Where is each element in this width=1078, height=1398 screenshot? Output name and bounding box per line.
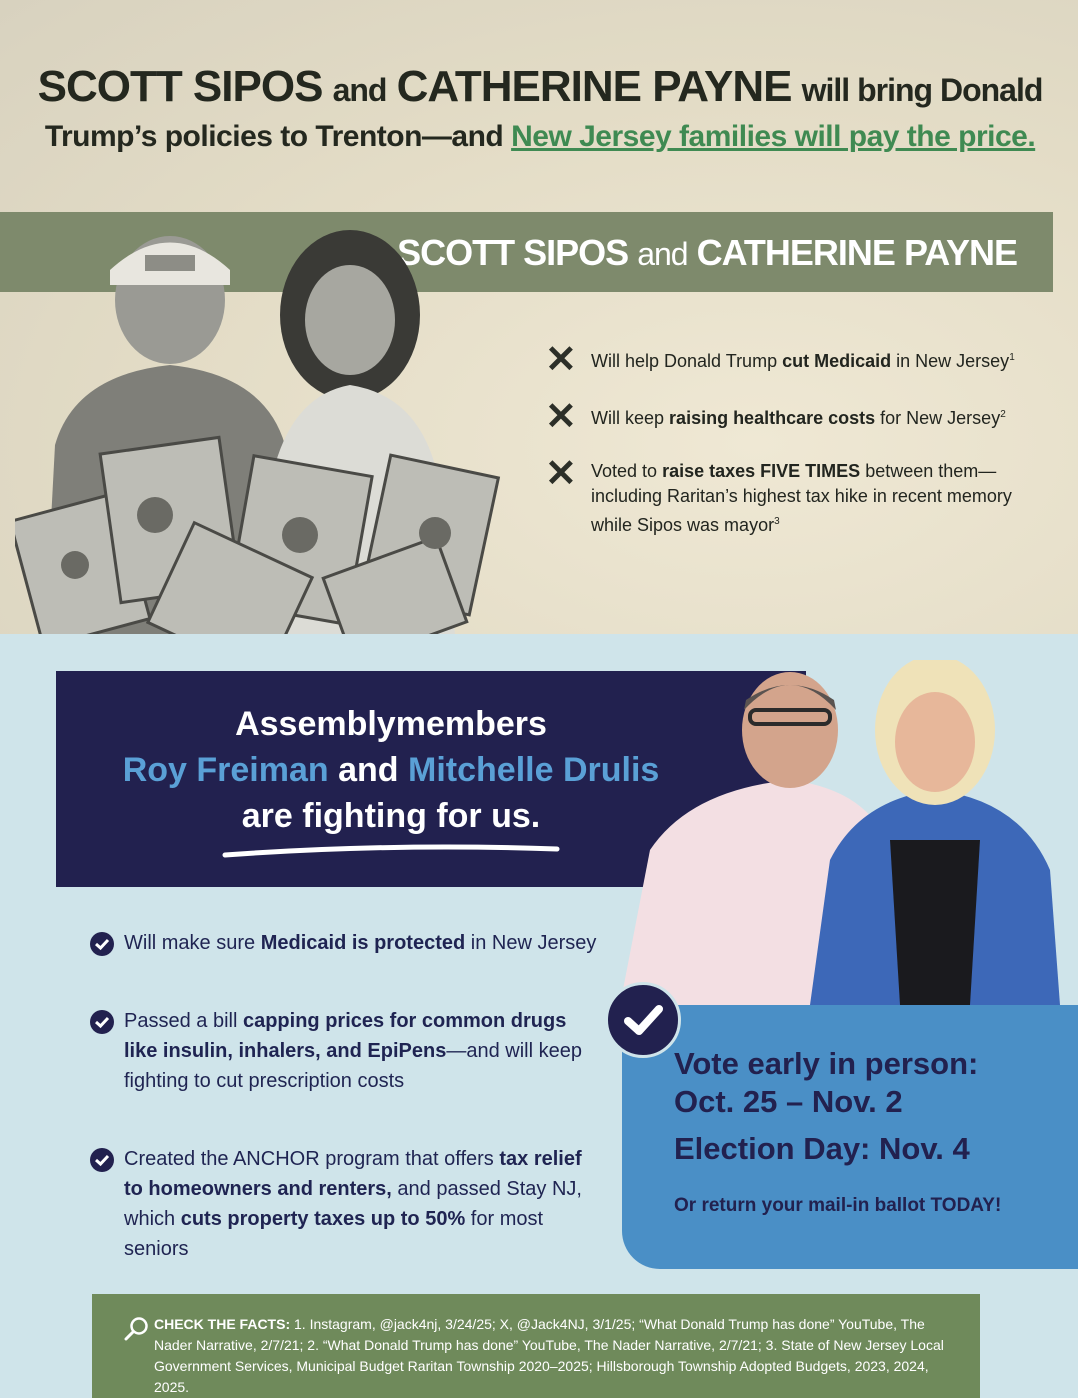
facts-label: CHECK THE FACTS: <box>154 1316 291 1332</box>
achievement-text-post: and passed Stay NJ, which <box>124 1178 582 1230</box>
assembly-line3: are fighting for us. <box>241 797 541 835</box>
check-circle-icon <box>90 932 114 956</box>
claim-text-post: in New Jersey <box>896 351 1010 371</box>
headline-and: and <box>332 72 387 108</box>
mail-in-ballot: Or return your mail-in ballot TODAY! <box>674 1195 1002 1216</box>
claim-bold: raise taxes FIVE TIMES <box>662 461 861 481</box>
claim-text-post: between them—including Raritan’s highest tax hike in recent memory while Sipos was mayor <box>591 461 1012 535</box>
achievement-text: Created the ANCHOR program that offers <box>124 1148 494 1170</box>
claim-item <box>545 396 1045 438</box>
headline-line2: Trump’s policies to Trenton—and <box>44 120 504 153</box>
bar-name1: SCOTT SIPOS <box>397 232 629 273</box>
magnifier-icon <box>124 1316 150 1342</box>
x-mark-icon: ✕ <box>545 453 577 495</box>
vote-early-label: Vote early in person: <box>674 1046 979 1081</box>
check-the-facts-footer <box>92 1294 980 1398</box>
achievement-text-post: —and will keep fighting to cut prescription costs <box>124 1040 582 1092</box>
achievement-item <box>90 1006 600 1096</box>
election-day: Election Day: Nov. 4 <box>674 1131 970 1166</box>
achievement-text: Will make sure <box>124 932 256 954</box>
facts-text: 1. Instagram, @jack4nj, 3/24/25; X, @Jack4NJ, 3/1/25; “What Donald Trump has done” YouTube, The Nader Narrative, 2/7/21; 2. “What Donald Trump has done” YouTube, The Nader Narrative, 2/7/21; 3. State of New Jersey Local Government Services, Municipal Budget Raritan Township 2020–2025; Hillsborough Township Adopted Budgets, 2023, 2024, 2025. <box>154 1316 944 1395</box>
vote-info-box <box>622 1005 1078 1269</box>
headline-name2: CATHERINE PAYNE <box>396 62 792 111</box>
vote-early-dates: Oct. 25 – Nov. 2 <box>674 1084 903 1119</box>
claim-text: Voted to <box>591 461 658 481</box>
x-mark-icon: ✕ <box>545 396 577 438</box>
incumbents-photo <box>620 660 1078 1005</box>
page-headline <box>20 62 1060 159</box>
assembly-name1: Roy Freiman <box>122 751 329 789</box>
headline-green: New Jersey families will pay the price. <box>511 120 1036 153</box>
assembly-name2: Mitchelle Drulis <box>408 751 660 789</box>
opponent-section <box>0 0 1078 634</box>
achievement-text: Passed a bill <box>124 1010 238 1032</box>
opponent-claims-list <box>545 339 1045 566</box>
claim-text: Will keep <box>591 408 665 428</box>
achievement-item <box>90 928 600 958</box>
achievement-bold: capping prices for common drugs like insulin, inhalers, and EpiPens <box>124 1010 567 1062</box>
underline-swoosh <box>221 841 561 861</box>
x-mark-icon: ✕ <box>545 339 577 381</box>
bar-name2: CATHERINE PAYNE <box>696 232 1017 273</box>
footnote-marker: 1 <box>1009 352 1015 363</box>
achievement-text-post-2: for most seniors <box>124 1208 544 1260</box>
claim-bold: raising healthcare costs <box>669 408 876 428</box>
bar-and: and <box>637 236 688 272</box>
achievement-bold: tax relief to homeowners and renters, <box>124 1148 582 1200</box>
achievement-bold-2: cuts property taxes up to 50% <box>180 1208 466 1230</box>
claim-item <box>545 339 1045 381</box>
claim-item <box>545 453 1045 538</box>
claim-bold: cut Medicaid <box>782 351 892 371</box>
vote-check-icon <box>605 982 681 1058</box>
opponents-with-money-photo <box>15 215 515 634</box>
check-circle-icon <box>90 1148 114 1172</box>
achievement-text-post: in New Jersey <box>470 932 597 954</box>
assembly-line1: Assemblymembers <box>235 705 547 743</box>
achievement-item <box>90 1144 600 1264</box>
footnote-marker: 2 <box>1000 409 1006 420</box>
claim-text: Will help Donald Trump <box>591 351 778 371</box>
achievement-bold: Medicaid is protected <box>260 932 466 954</box>
incumbent-achievements-list <box>90 928 600 1312</box>
claim-text-post: for New Jersey <box>880 408 1001 428</box>
footnote-marker: 3 <box>774 516 780 527</box>
headline-mid: will bring Donald <box>801 72 1043 108</box>
assembly-and: and <box>338 751 399 789</box>
check-circle-icon <box>90 1010 114 1034</box>
headline-name1: SCOTT SIPOS <box>37 62 323 111</box>
